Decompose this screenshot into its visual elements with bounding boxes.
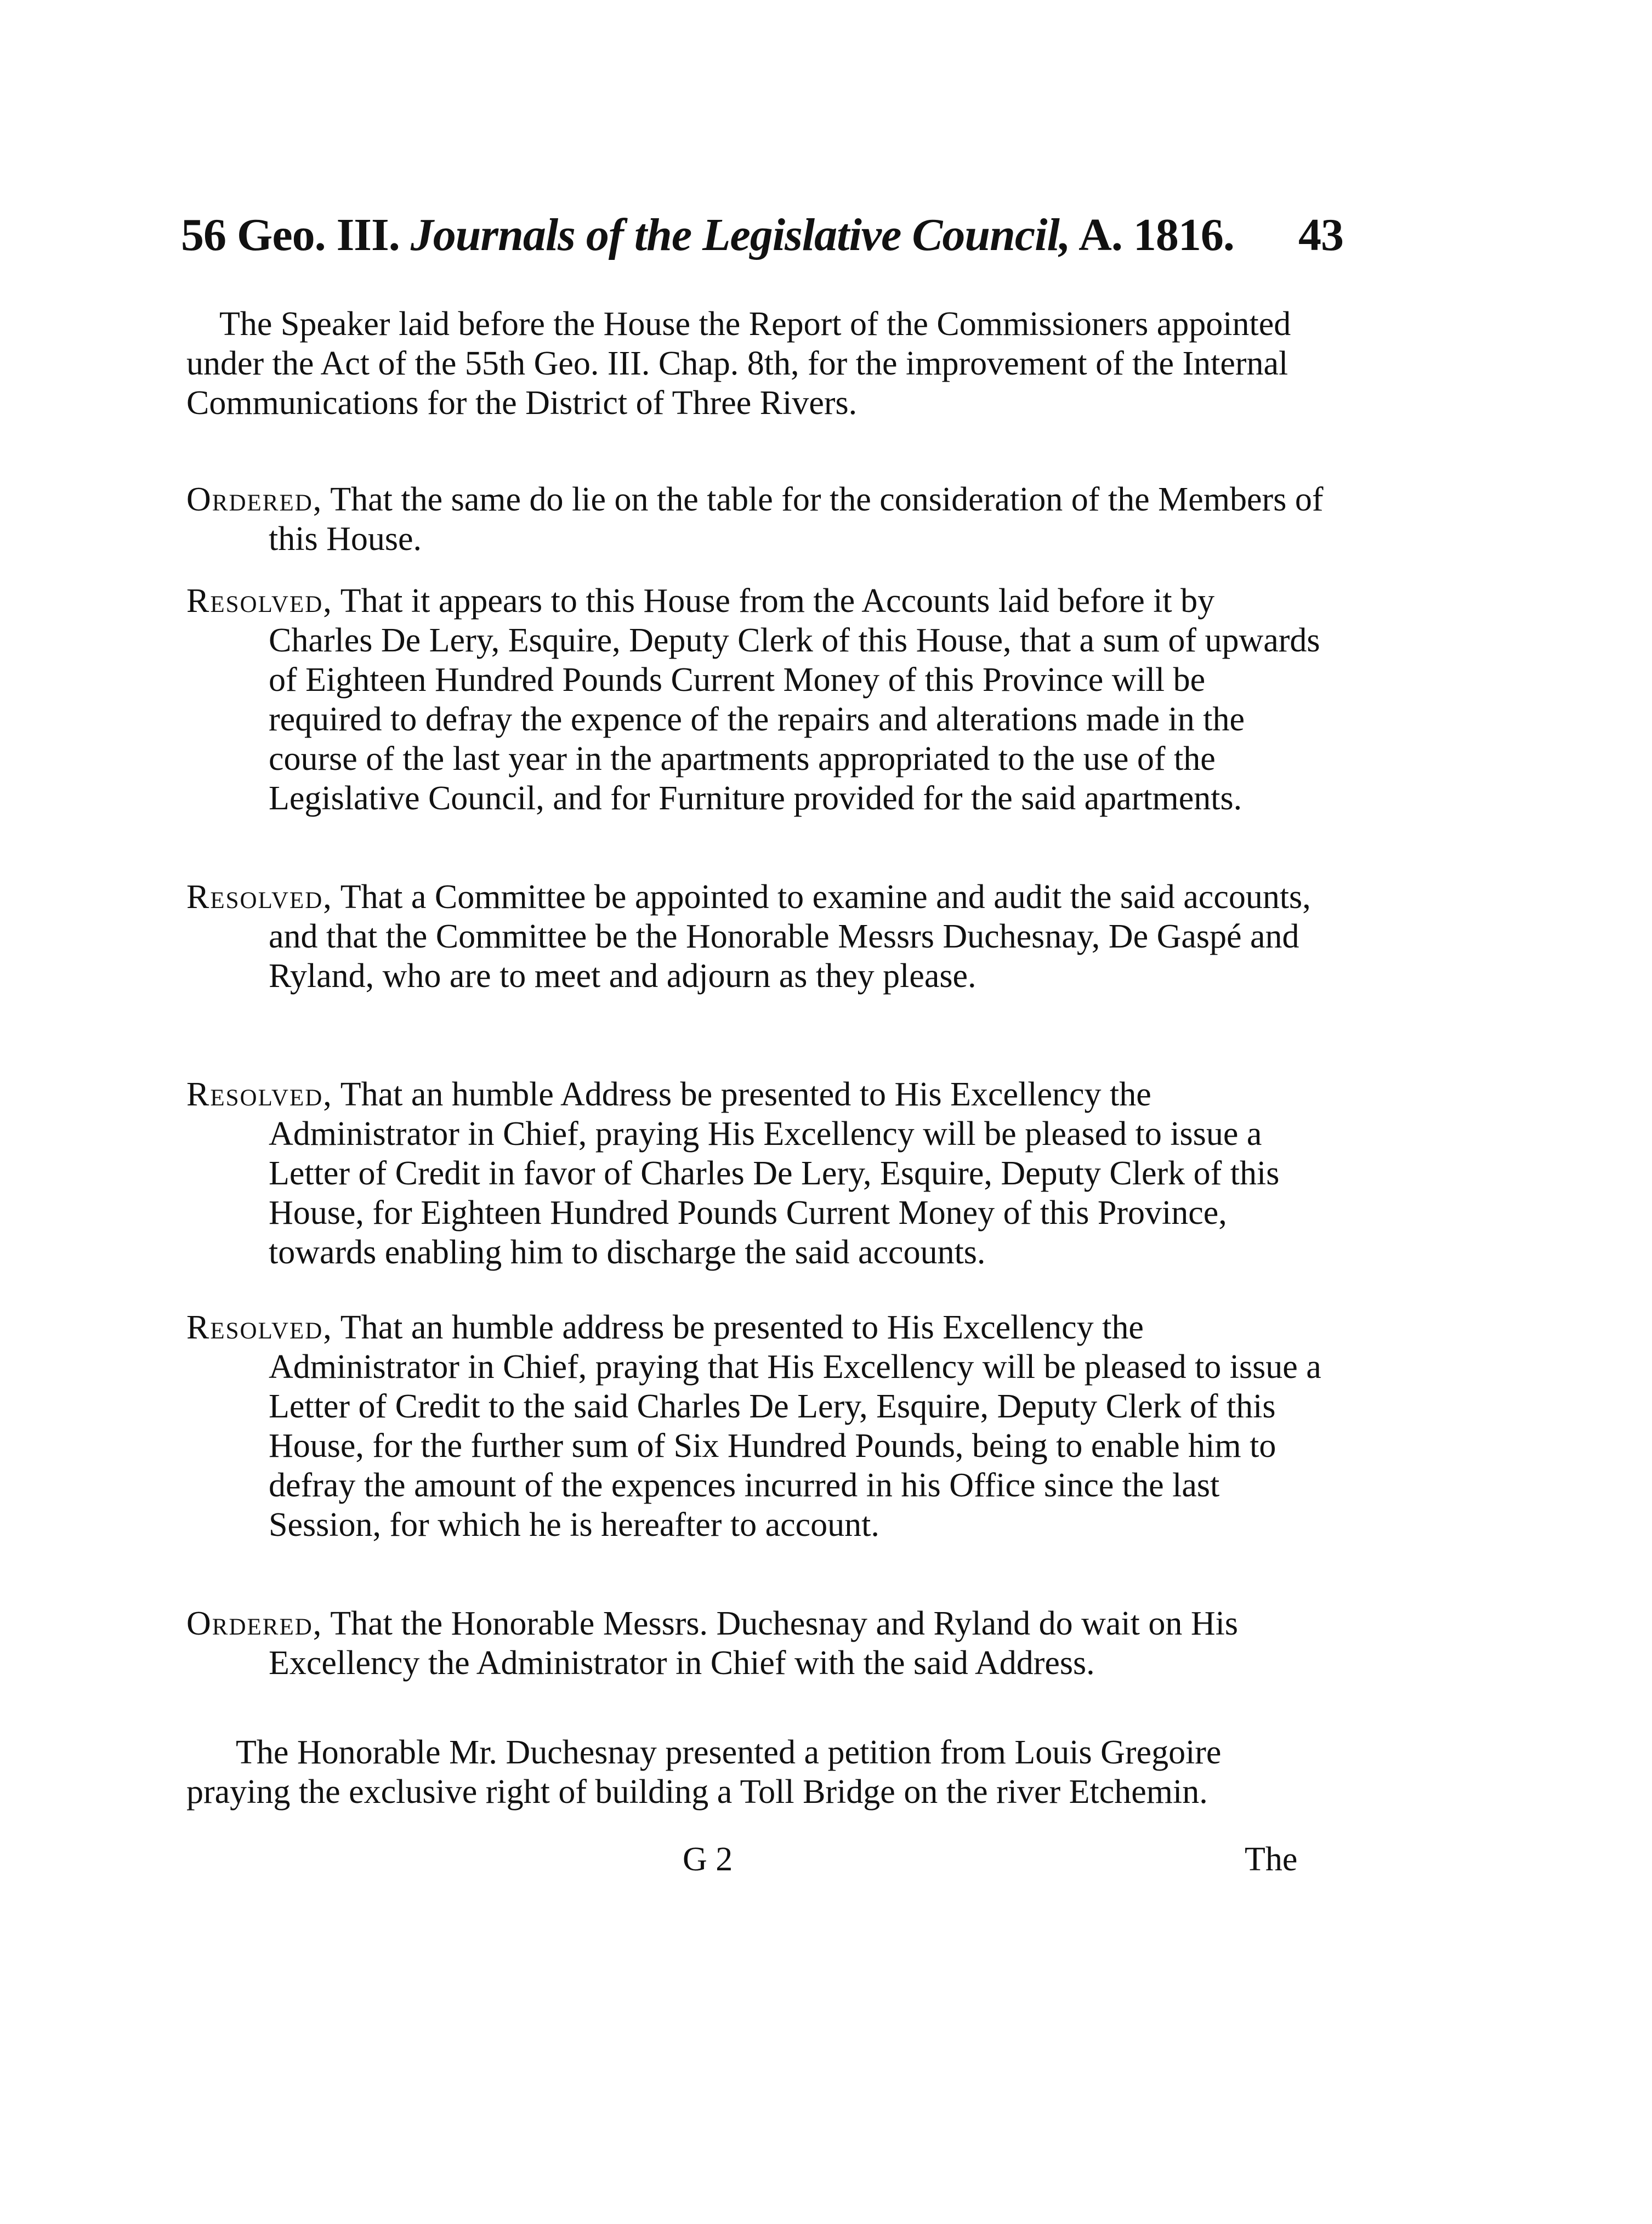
paragraph-text: The Speaker laid before the House the Report of the Commissioners appointed under the Act of the 55th Geo. III. Chap. 8th, for the improvement of the Internal Communications for the District of Three Rivers. xyxy=(186,305,1291,422)
ordered-entry xyxy=(186,480,1327,559)
paragraph-text: The Honorable Mr. Duchesnay presented a petition from Louis Gregoire praying the exclusive right of building a Toll Bridge on the river Etchemin. xyxy=(186,1734,1222,1811)
resolved-entry xyxy=(186,1308,1327,1545)
ordered-entry xyxy=(186,1604,1327,1683)
running-head xyxy=(181,208,1234,262)
entry-label: Resolved, xyxy=(186,1076,333,1113)
entry-text: That an humble address be presented to His Excellency the Administrator in Chief, praying that His Excellency will be pleased to issue a Letter of Credit to the said Charles De Lery, Esquire, Deputy Clerk of this House, for the further sum of Six Hundred Pounds, being to enable him to defray the amount of the expences incurred in his Office since the last Session, for which he is hereafter to account. xyxy=(269,1309,1321,1544)
speaker-report-paragraph xyxy=(186,304,1327,423)
resolved-entry xyxy=(186,1075,1327,1272)
entry-label: Resolved, xyxy=(186,1309,333,1346)
running-header xyxy=(181,208,1343,285)
entry-label: Resolved, xyxy=(186,582,333,620)
entry-text: That a Committee be appointed to examine and audit the said accounts, and that the Committee be the Honorable Messrs Duchesnay, De Gaspé and Ryland, who are to meet and adjourn as they please. xyxy=(269,878,1311,995)
running-head-title: Journals of the Legislative Council, xyxy=(410,209,1070,260)
resolved-entry xyxy=(186,581,1327,818)
entry-label: Resolved, xyxy=(186,878,333,916)
page-number: 43 xyxy=(1298,209,1343,260)
entry-label: Ordered, xyxy=(186,1605,323,1642)
signature-mark: G 2 xyxy=(683,1841,733,1878)
running-head-year: A. 1816. xyxy=(1070,209,1234,260)
catchword: The xyxy=(1245,1841,1298,1878)
entry-text: That the same do lie on the table for the consideration of the Members of this House. xyxy=(269,481,1324,558)
entry-text: That the Honorable Messrs. Duchesnay and Ryland do wait on His Excellency the Administrator in Chief with the said Address. xyxy=(269,1605,1238,1682)
entry-text: That an humble Address be presented to His Excellency the Administrator in Chief, praying His Excellency will be pleased to issue a Letter of Credit in favor of Charles De Lery, Esquire, Deputy Clerk of this House, for Eighteen Hundred Pounds Current Money of this Province, towards enabling him to discharge the said accounts. xyxy=(269,1076,1280,1271)
running-head-left: 56 Geo. III. xyxy=(181,209,411,260)
resolved-entry xyxy=(186,877,1327,996)
entry-label: Ordered, xyxy=(186,481,323,518)
petition-paragraph xyxy=(186,1733,1327,1812)
entry-text: That it appears to this House from the Accounts laid before it by Charles De Lery, Esquire, Deputy Clerk of this House, that a sum of upwards of Eighteen Hundred Pounds Current Money of this Province will be required to defray the expence of the repairs and alterations made in the course of the last year in the apartments appropriated to the use of the Legislative Council, and for Furniture provided for the said apartments. xyxy=(269,582,1320,817)
